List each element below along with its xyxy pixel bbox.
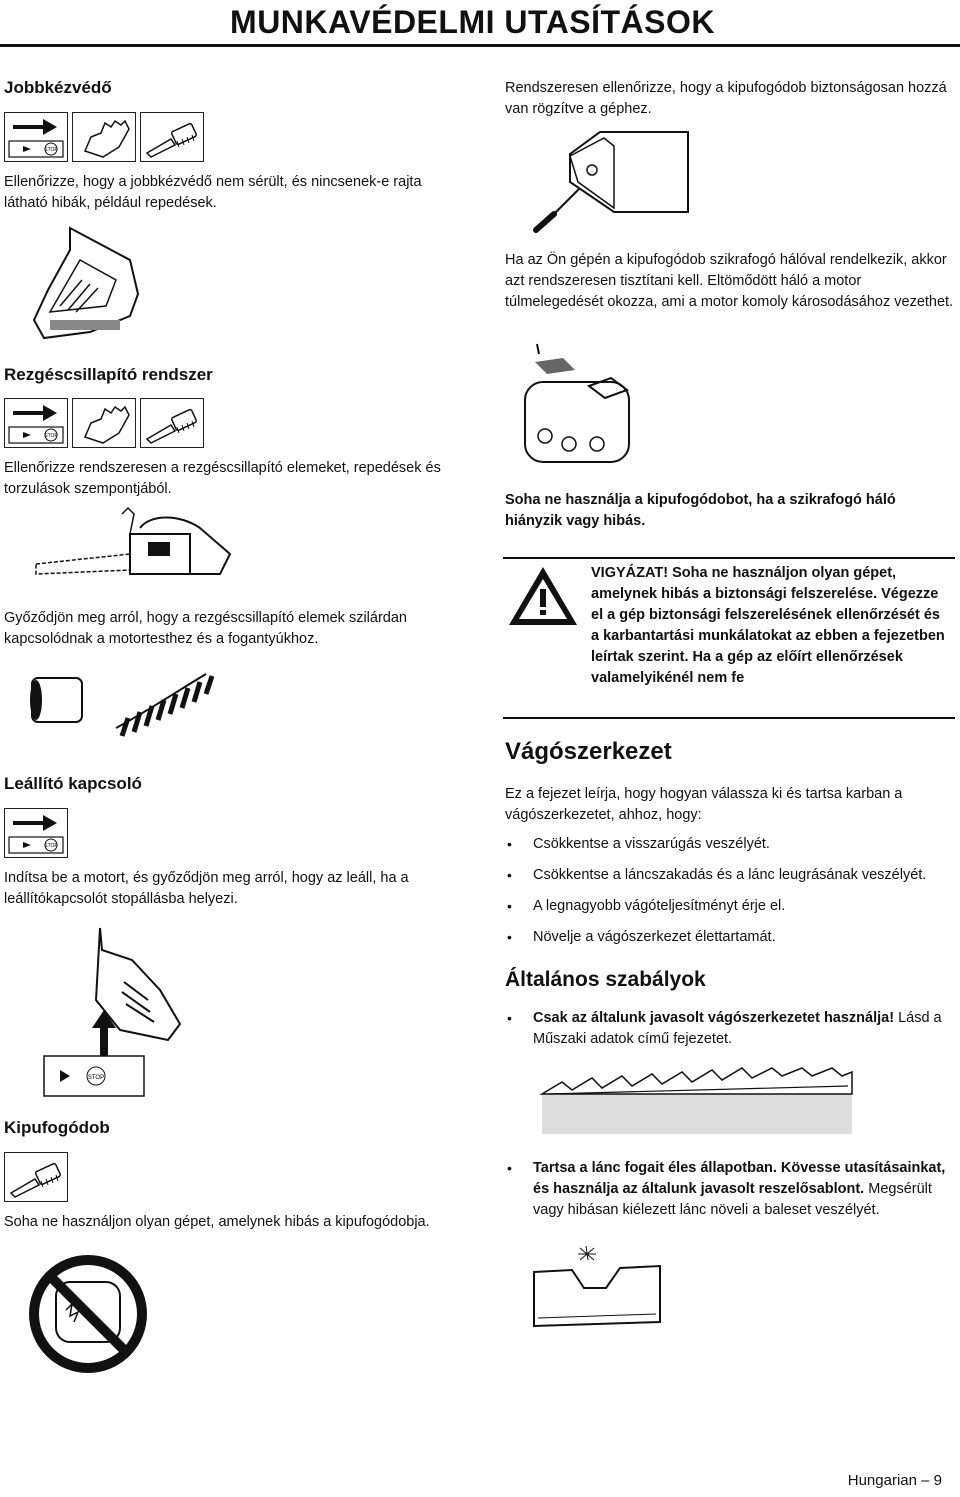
damper-illustration bbox=[26, 662, 226, 742]
cutting-intro: Ez a fejezet leírja, hogy hogyan válassza ki és tartsa karban a vágószerkezetet, ahhoz, hogy: bbox=[505, 786, 903, 823]
footer-language: Hungarian bbox=[847, 1472, 917, 1489]
svg-text:STOP: STOP bbox=[44, 147, 58, 153]
cutting-bullet-list bbox=[505, 834, 955, 948]
footer-dash: – bbox=[921, 1472, 930, 1489]
muffler-warning-text: Soha ne használja a kipufogódobot, ha a szikrafogó háló hiányzik vagy hibás. bbox=[505, 492, 896, 529]
title-divider bbox=[0, 44, 960, 47]
page-footer bbox=[848, 1472, 942, 1489]
stop-switch-text: Indítsa be a motort, és győződjön meg arról, hogy az leáll, ha a leállítókapcsolót stopállásba helyezi. bbox=[4, 870, 409, 907]
muffler-attach-text: Rendszeresen ellenőrizze, hogy a kipufogódob biztonságosan hozzá van rögzítve a géphez. bbox=[505, 80, 947, 117]
list-item: • Csökkentse a láncszakadás és a lánc leugrásának veszélyét. bbox=[505, 865, 955, 886]
chain-file-gauge-illustration bbox=[528, 1242, 668, 1332]
list-item: • A legnagyobb vágóteljesítményt érje el. bbox=[505, 896, 955, 917]
saw-chain-illustration bbox=[532, 1064, 862, 1140]
cutting-heading: Vágószerkezet bbox=[505, 738, 672, 765]
stop-switch-heading: Leállító kapcsoló bbox=[4, 774, 142, 793]
glove-icon bbox=[72, 398, 136, 448]
list-item bbox=[505, 1008, 955, 1050]
switch-stop-icon bbox=[4, 112, 68, 162]
vibration-heading: Rezgéscsillapító rendszer bbox=[4, 365, 213, 384]
brush-icon bbox=[140, 112, 204, 162]
spark-arrestor-illustration bbox=[515, 340, 645, 470]
brush-icon bbox=[140, 398, 204, 448]
rule-2-rest: Megsérült vagy hibásan kiélezett lánc növeli a baleset veszélyét. bbox=[533, 1181, 932, 1218]
warning-body: Soha ne használjon olyan gépet, amelynek hibás a biztonsági felszerelése. Végezze el a gép biztonsági felszerelésének ellenőrzését és a karbantartási munkálatokat az ebben a fejezetben leírtak szerint. Ha a gép az előírt ellenőrzések valamelyikénél nem fe bbox=[591, 565, 945, 686]
warning-box bbox=[503, 557, 955, 719]
muffler-text: Soha ne használjon olyan gépet, amelynek hibás a kipufogódobja. bbox=[4, 1214, 430, 1230]
page-title: MUNKAVÉDELMI UTASÍTÁSOK bbox=[230, 4, 715, 40]
rule-1-rest: Lásd a Műszaki adatok című fejezetet. bbox=[533, 1010, 942, 1047]
hand-guard-illustration bbox=[20, 220, 160, 350]
rule-1-bold: Csak az általunk javasolt vágószerkezetet használja! bbox=[533, 1010, 895, 1026]
switch-stop-icon bbox=[4, 398, 68, 448]
svg-text:STOP: STOP bbox=[44, 843, 58, 849]
chainsaw-illustration bbox=[30, 504, 240, 590]
prohibited-muffler-illustration bbox=[26, 1252, 150, 1376]
stop-label: STOP bbox=[87, 1075, 105, 1081]
general-rules-list-1 bbox=[505, 1008, 955, 1050]
list-item: • Növelje a vágószerkezet élettartamát. bbox=[505, 927, 955, 948]
brush-icon bbox=[4, 1152, 68, 1202]
glove-icon bbox=[72, 112, 136, 162]
general-rules-list-2 bbox=[505, 1158, 955, 1221]
general-rules-heading: Általános szabályok bbox=[505, 968, 706, 991]
warning-label: VIGYÁZAT! bbox=[591, 565, 669, 581]
spark-arrestor-text: Ha az Ön gépén a kipufogódob szikrafogó hálóval rendelkezik, akkor azt rendszeresen tisztítani kell. Eltömődött háló a motor túlmelegedését okozza, ami a motor komoly károsodásához vezethet. bbox=[505, 252, 954, 310]
hand-guard-icon-row bbox=[4, 112, 204, 162]
hand-guard-heading: Jobbkézvédő bbox=[4, 78, 112, 97]
muffler-heading: Kipufogódob bbox=[4, 1118, 110, 1137]
vibration-text-2: Győződjön meg arról, hogy a rezgéscsillapító elemek szilárdan kapcsolódnak a motortesthez és a fogantyúkhoz. bbox=[4, 610, 407, 647]
page-number: 9 bbox=[933, 1472, 942, 1489]
rule-2-bold: Tartsa a lánc fogait éles állapotban. Kövesse utasításainkat, és használja az általunk javasolt reszelősablont. bbox=[533, 1160, 946, 1197]
switch-stop-icon bbox=[4, 808, 68, 858]
warning-text bbox=[591, 563, 951, 689]
vibration-text-1: Ellenőrizze rendszeresen a rezgéscsillapító elemeket, repedések és torzulások szempontjából. bbox=[4, 460, 441, 497]
stop-switch-illustration bbox=[40, 920, 190, 1100]
svg-text:STOP: STOP bbox=[44, 433, 58, 439]
muffler-screwdriver-illustration bbox=[530, 126, 690, 236]
warning-triangle-icon bbox=[507, 565, 579, 627]
hand-guard-text: Ellenőrizze, hogy a jobbkézvédő nem sérült, és nincsenek-e rajta látható hibák, például repedések. bbox=[4, 174, 422, 211]
list-item bbox=[505, 1158, 955, 1221]
vibration-icon-row bbox=[4, 398, 204, 448]
list-item: • Csökkentse a visszarúgás veszélyét. bbox=[505, 834, 955, 855]
